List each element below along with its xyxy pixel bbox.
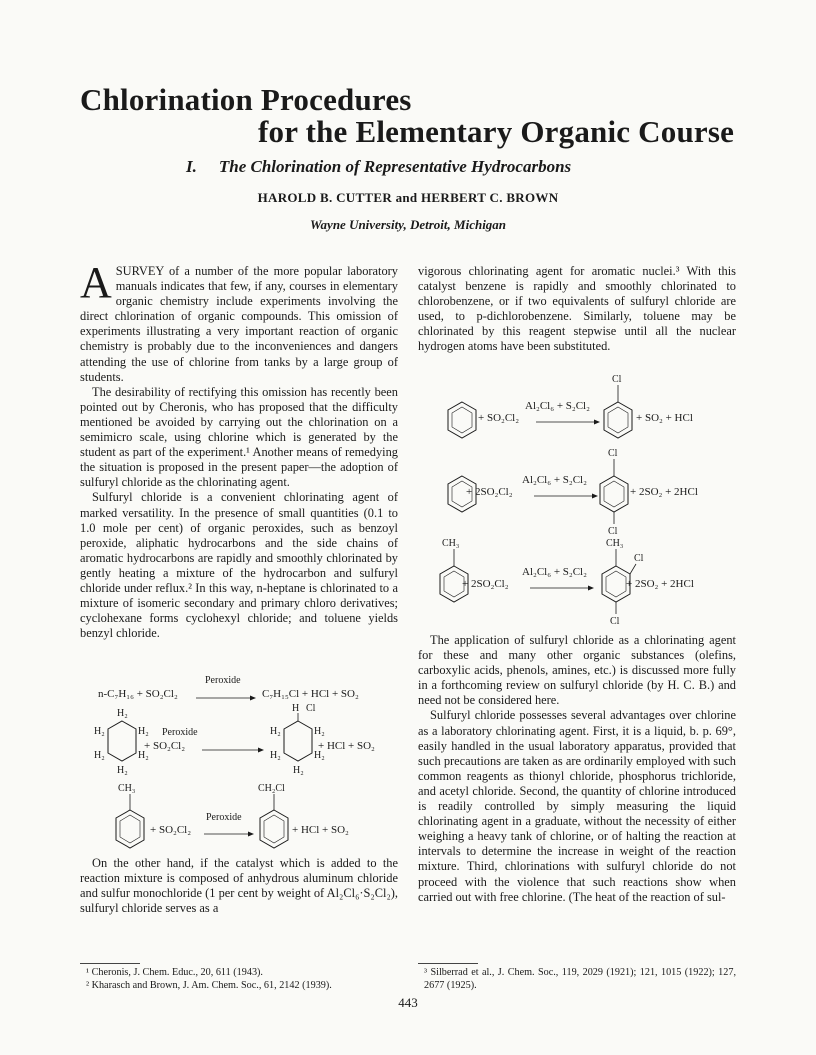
svg-text:H₂: H₂ (117, 708, 128, 719)
paragraph: The application of sulfuryl chloride as a chlorinating agent for these and many other organic substances (olefins, carboxylic acids, phenols, amines, etc.) is discussed more fully in a forthcoming review on sulfuryl chloride (by H. C. B.) and need not be considered here. (418, 633, 736, 708)
drop-cap: A (80, 258, 112, 307)
reagent-label: Peroxide (205, 675, 241, 686)
svg-text:CH₃: CH₃ (118, 783, 136, 794)
subtitle (186, 157, 571, 177)
products: + SO₂ + HCl (636, 412, 693, 424)
affiliation: Wayne University, Detroit, Michigan (309, 217, 507, 232)
svg-text:H₂: H₂ (314, 726, 325, 737)
catalyst-label: Al₂Cl₆ + S₂Cl₂ (522, 474, 587, 486)
reagent: + SO₂Cl₂ (144, 740, 186, 752)
svg-text:H₂: H₂ (293, 765, 304, 776)
catalyst-label: Al₂Cl₆ + S₂Cl₂ (525, 400, 590, 412)
page-number: 443 (398, 995, 418, 1010)
reaction-arrow (534, 492, 598, 500)
paragraph: vigorous chlorinating agent for aromatic nuclei.³ With this catalyst benzene is rapidly and smoothly chlorinated to chlorobenzene, or if two equivalents of sulfuryl chloride are used, to p-dichlorobenzene. Similarly, toluene may be chlorinated by this reagent stepwise until all the nuclear hydrogen atoms have been substituted. (418, 264, 736, 354)
reagent-label: Peroxide (162, 727, 198, 738)
paragraph-intro: ASURVEY of a number of the more popular laboratory manuals indicates that few, if any, courses in elementary organic chemistry include experiments involving the direct chlorination of organic compounds. This omission of experiments illustrating a very important reaction of organic chemistry is probably due to the inconveniences and dangers attending the use of chlorine from tanks by a large group of students. (80, 258, 398, 384)
svg-text:CH₂Cl: CH₂Cl (258, 783, 285, 794)
paragraph: The desirability of rectifying this omission has recently been pointed out by Cheronis, who has proposed that the difficulty mentioned be avoided by carrying out the chlorination on a semimicro scale, using chlorine which is generated by the student as part of the experiment.¹ Another means of remedying the situation is proposed in the present paper—the adoption of sulfuryl chloride as the chlorinating agent. (80, 384, 398, 490)
reaction-arrow (196, 694, 256, 702)
footnote-rule (80, 963, 140, 964)
reagent: + 2SO₂Cl₂ (466, 486, 513, 498)
products: + 2SO₂ + 2HCl (630, 486, 698, 498)
svg-text:H₂: H₂ (270, 750, 281, 761)
svg-text:H₂: H₂ (138, 726, 149, 737)
footnote-3: ³ Silberrad et al., J. Chem. Soc., 119, 2029 (1921); 121, 1015 (1922); 127, 2677 (1925). (424, 967, 736, 991)
subtitle-text: The Chlorination of Representative Hydrocarbons (218, 157, 572, 176)
footnote-1: ¹ Cheronis, J. Chem. Educ., 20, 611 (1943). (86, 967, 263, 978)
reaction-arrow (204, 830, 254, 838)
reagent-label: Peroxide (206, 812, 242, 823)
svg-text:Cl: Cl (612, 374, 622, 385)
reaction-arrow (536, 418, 600, 426)
reagent: + SO₂Cl₂ (150, 824, 192, 836)
products: + HCl + SO₂ (292, 824, 349, 836)
catalyst-label: Al₂Cl₆ + S₂Cl₂ (522, 566, 587, 578)
products: C₇H₁₅Cl + HCl + SO₂ (262, 688, 359, 700)
right-column (418, 264, 736, 355)
subtitle-number: I. (186, 157, 197, 176)
title-line-1: Chlorination Procedures (80, 82, 412, 117)
products: + 2SO₂ + 2HCl (626, 578, 694, 590)
paragraph: Sulfuryl chloride possesses several advantages over chlorine as a laboratory chlorinating agent. First, it is a liquid, b. p. 69°, easily handled in the usual laboratory apparatus, provided that such precautions are taken as are ordinarily employed with such common reagents as thionyl chloride, phosphorus trichloride, and acetyl chloride. Second, the quantity of chlorine introduced is readily controlled by simply measuring the liquid chlorinating agent in a graduate, without the necessity of either weighing a heavy tank of chlorine, or of halting the reaction at intervals to determine the increase in weight of the reaction mixture. Third, chlorinations with sulfuryl chloride do not proceed with the violence that such reactions show when carried out with free chlorine. (The heat of the reaction of sul- (418, 708, 736, 904)
svg-text:H₂: H₂ (270, 726, 281, 737)
svg-text:H₂: H₂ (117, 765, 128, 776)
title-line-2: for the Elementary Organic Course (258, 114, 735, 149)
footnote-rule (418, 963, 478, 964)
reaction-arrow (530, 584, 594, 592)
svg-text:H₂: H₂ (94, 726, 105, 737)
reactants: n-C₇H₁₆ + SO₂Cl₂ (98, 688, 178, 700)
svg-text:Cl: Cl (608, 448, 618, 459)
svg-text:Cl: Cl (610, 616, 620, 627)
paragraph: On the other hand, if the catalyst which is added to the reaction mixture is composed of anhydrous aluminum chloride and sulfur monochloride (1 per cent by weight of Al₂Cl₆·S₂Cl₂), sulfuryl chloride serves as a (80, 856, 398, 916)
right-column-bottom (418, 633, 736, 905)
footnote-2: ² Kharasch and Brown, J. Am. Chem. Soc., 61, 2142 (1939). (86, 980, 332, 991)
left-column (80, 258, 398, 641)
svg-text:Cl: Cl (634, 553, 644, 564)
svg-text:CH₃: CH₃ (606, 538, 624, 549)
left-column-bottom (80, 856, 398, 916)
products: + HCl + SO₂ (318, 740, 375, 752)
reaction-arrow (202, 746, 264, 754)
svg-text:Cl: Cl (306, 703, 316, 714)
svg-text:CH₃: CH₃ (442, 538, 460, 549)
svg-text:Cl: Cl (608, 526, 618, 537)
svg-text:H₂: H₂ (94, 750, 105, 761)
svg-text:H: H (292, 703, 300, 714)
authors: HAROLD B. CUTTER and HERBERT C. BROWN (257, 190, 559, 205)
reagent: + 2SO₂Cl₂ (462, 578, 509, 590)
paragraph: Sulfuryl chloride is a convenient chlorinating agent of marked versatility. In the presence of small quantities (0.1 to 1.0 mole per cent) of organic peroxides, such as benzoyl peroxide, aliphatic hydrocarbons and the side chains of aromatic hydrocarbons are rapidly and smoothly chlorinated by gently heating a mixture of the hydrocarbon and sulfuryl chloride under reflux.² In this way, n-heptane is chlorinated to a mixture of isomeric secondary and primary chloro derivatives; cyclohexane forms cyclohexyl chloride; and toluene yields benzyl chloride. (80, 490, 398, 641)
svg-text:H₂: H₂ (138, 750, 149, 761)
reagent: + SO₂Cl₂ (478, 412, 520, 424)
svg-text:H₂: H₂ (314, 750, 325, 761)
